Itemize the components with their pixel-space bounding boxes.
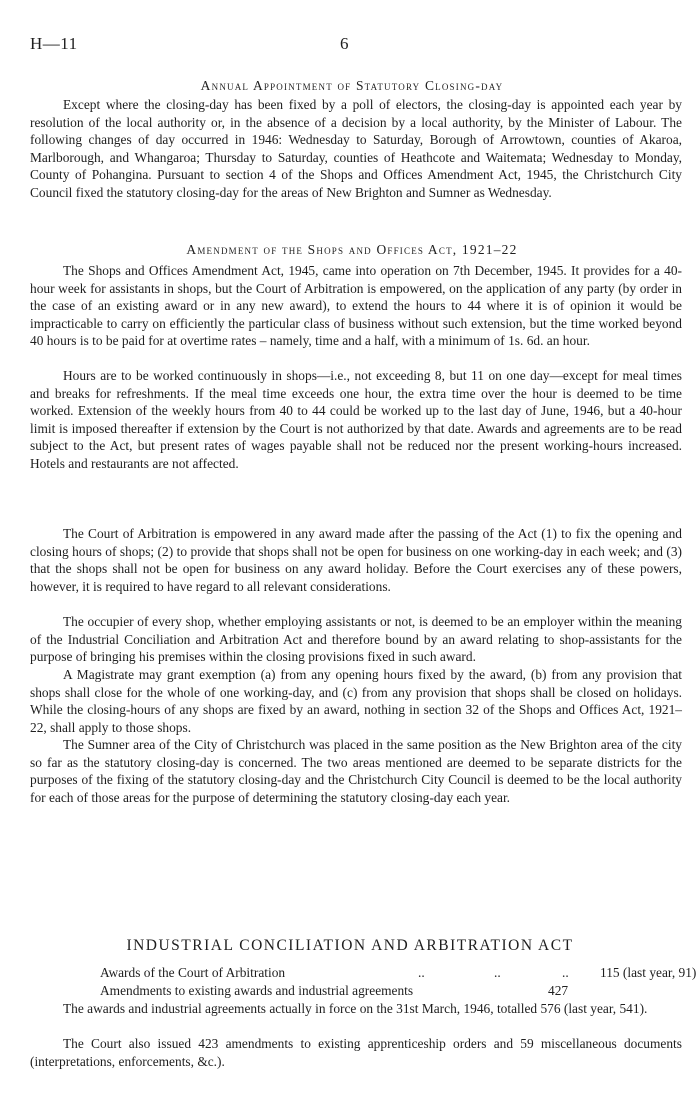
page-number: 6 — [340, 34, 349, 53]
award-stat-value: 427 — [548, 983, 569, 998]
paragraph: A Magistrate may grant exemption (a) from any opening hours fixed by the award, (b) from any provision that shops shall close for the whole of one working-day, and (c) from any provision that shops shall be closed on holidays. While the closing-hours of any shops are fixed by an award, nothing in section 32 of the Shops and Offices Act, 1921–22, shall apply to those shops. — [30, 667, 682, 735]
paragraph: The Court of Arbitration is empowered in any award made after the passing of the Act (1) to fix the opening and closing hours of shops; (2) to provide that shops shall not be open for business on one working-day in each week; and (3) that the shops shall not be open for business on any award holiday. Before the Court exercises any of these powers, however, it is required to have regard to all relevant considerations. — [30, 526, 682, 594]
paragraph: The Court also issued 423 amendments to existing apprenticeship orders and 59 miscellaneous documents (interpretations, enforcements, &c.). — [30, 1036, 682, 1069]
paragraph: The awards and industrial agreements actually in force on the 31st March, 1946, totalled 576 (last year, 541). — [63, 1001, 648, 1016]
section-heading-industrial-act: INDUSTRIAL CONCILIATION AND ARBITRATION ACT — [126, 937, 574, 954]
paragraph: The Shops and Offices Amendment Act, 1945, came into operation on 7th December, 1945. It provides for a 40-hour week for assistants in shops, but the Court of Arbitration is empowered, on the application of any party (by order in the case of an existing award or in any new award), to extend the hours to 44 where it is of opinion it would be impracticable to carry on efficiently the particular class of business without such extension, but the time worked beyond 40 hours is to be paid for at overtime rates – namely, time and a half, with a minimum of 1s. 6d. an hour. — [30, 263, 682, 349]
leader-dots: .. — [562, 965, 569, 980]
leader-dots: .. — [494, 965, 501, 980]
paragraph: The occupier of every shop, whether employing assistants or not, is deemed to be an employer within the meaning of the Industrial Conciliation and Arbitration Act and therefore bound by an award relating to shop-assistants for the purpose of bringing his premises within the closing provisions fixed in such award. — [30, 614, 682, 665]
page-reference: H—11 — [30, 34, 78, 53]
award-stat-value: 115 (last year, 91) — [600, 965, 697, 980]
leader-dots: .. — [418, 965, 425, 980]
paragraph: Except where the closing-day has been fixed by a poll of electors, the closing-day is appointed each year by resolution of the local authority or, in the absence of a decision by a local authority, by the Minister of Labour. The following changes of day occurred in 1946: Wednesday to Saturday, Borough of Arrowtown, counties of Akaroa, Marlborough, and Whangaroa; Thursday to Saturday, counties of Heathcote and Waitemata; Wednesday to Monday, County of Pohangina. Pursuant to section 4 of the Shops and Offices Amendment Act, 1945, the Christchurch City Council fixed the statutory closing-day for the areas of New Brighton and Sumner as Wednesday. — [30, 97, 682, 200]
section-heading-closing-day: Annual Appointment of Statutory Closing-day — [200, 78, 504, 93]
section-heading-amendment-act: Amendment of the Shops and Offices Act, 1921–22 — [186, 242, 518, 257]
paragraph: The Sumner area of the City of Christchurch was placed in the same position as the New Brighton area of the city so far as the statutory closing-day is concerned. The two areas mentioned are deemed to be separate districts for the purposes of the fixing of the statutory closing-day and the Christchurch City Council is deemed to be the local authority for each of those areas for the purpose of determining the statutory closing-day each year. — [30, 737, 682, 805]
paragraph: Hours are to be worked continuously in shops—i.e., not exceeding 8, but 11 on one day—except for meal times and breaks for refreshments. If the meal time exceeds one hour, the extra time over the hour is deemed to be time worked. Extension of the weekly hours from 40 to 44 could be worked up to the last day of June, 1946, but a 40-hour limit is imposed thereafter if extension by the Court is not authorized by that date. Awards and agreements are to be read subject to the Act, but present rates of wages payable shall not be reduced nor the present working-hours increased. Hotels and restaurants are not affected. — [30, 368, 682, 471]
award-stat-label: Awards of the Court of Arbitration — [100, 965, 286, 980]
award-stat-label: Amendments to existing awards and industrial agreements — [100, 983, 414, 998]
